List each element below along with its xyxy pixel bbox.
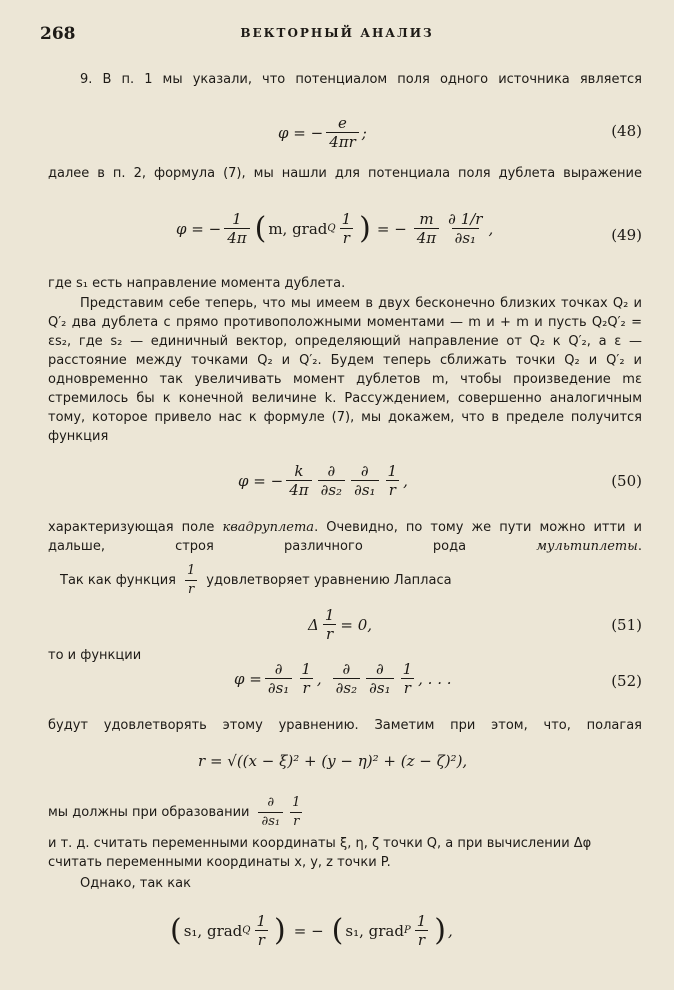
paragraph-8: будут удовлетворять этому уравнению. Заметим при этом, что, полагая bbox=[48, 718, 642, 733]
inline-derivative: $\frac{\partial}{\text{∂s₁}}$ $\frac{1}{r}$ bbox=[255, 794, 306, 831]
equation-number: (51) bbox=[611, 616, 642, 634]
paragraph-1: 9. В п. 1 мы указали, что потенциалом поля одного источника является bbox=[80, 72, 642, 87]
page-number: 268 bbox=[40, 24, 76, 44]
paragraph-5: характеризующая поле квадруплета. Очевидно, по тому же пути можно итти и дальше, строя различного рода мультиплеты. bbox=[48, 520, 643, 554]
fraction: $\frac{e}{4\pi r}$ bbox=[326, 114, 359, 151]
equation-number: (52) bbox=[611, 672, 642, 690]
equation-52: φ = $\frac{\partial}{\text{∂s₁}}$ $\frac{1}{r}$ , $\frac{\partial}{\text{∂s₂}}$ $\frac{\partial}{\text{∂s₁}}$ $\frac{1}{r}$ , . . . (52) bbox=[234, 660, 642, 697]
running-title: ВЕКТОРНЫЙ АНАЛИЗ bbox=[240, 26, 434, 40]
equation-number: (48) bbox=[611, 122, 642, 140]
equation-51: Δ $\frac{1}{r}$ = 0, (51) bbox=[308, 606, 642, 643]
equation-last: ( s₁, grad Q $\frac{1}{r}$ ) = − ( s₁, grad P $\frac{1}{r}$ ) , bbox=[170, 912, 453, 949]
paragraph-6: Так как функция $\frac{1}{r}$ удовлетворяет уравнению Лапласа bbox=[60, 563, 452, 597]
paragraph-10: Однако, так как bbox=[80, 876, 191, 891]
equation-r: r = √((x − ξ)² + (y − η)² + (z − ζ)²), bbox=[198, 752, 468, 770]
paragraph-3: где s₁ есть направление момента дублета. bbox=[48, 276, 346, 291]
equation-number: (50) bbox=[611, 472, 642, 490]
equation-number: (49) bbox=[611, 226, 642, 244]
equation-48: φ = − $\frac{e}{4\pi r}$ ; (48) bbox=[278, 114, 642, 151]
equation-49: φ = − $\frac{1}{4\pi}$ ( m, grad Q $\frac{1}{r}$ ) = − $\frac{m}{4\pi}$ $\frac{\partial 1/r}{\text{∂s₁}}$ , (49) bbox=[176, 210, 642, 247]
paragraph-7: то и функции bbox=[48, 648, 142, 663]
equation-50: φ = − $\frac{k}{4\pi}$ $\frac{\partial}{\text{∂s₂}}$ $\frac{\partial}{\text{∂s₁}}$ $\frac{1}{r}$ , (50) bbox=[238, 462, 642, 499]
paragraph-9b: и т. д. считать переменными координаты ξ, η, ζ точки Q, а при вычислении Δφ считать переменными координаты x, y, z точки P. bbox=[48, 836, 592, 870]
inline-fraction: $\frac{1}{r}$ bbox=[186, 563, 196, 597]
paragraph-2: далее в п. 2, формула (7), мы нашли для потенциала поля дублета выражение bbox=[48, 166, 642, 181]
page-header bbox=[40, 24, 634, 48]
paragraph-4: Представим себе теперь, что мы имеем в двух бесконечно близких точках Q₂ и Q′₂ два дублета с прямо противоположными моментами — m и + m и пусть Q₂Q′₂ = εs₂, где s₂ — единичный вектор, определяющий направление от Q₂ к Q′₂, а ε — расстояние между точками Q₂ и Q′₂. Будем теперь сближать точки Q₂ и Q′₂ и одновременно так увеличивать момент дублетов m, чтобы произведение mε стремилось бы к конечной величине k. Рассуждением, совершенно аналогичным тому, которое привело нас к формуле (7), мы докажем, что в пределе получится функция bbox=[48, 296, 642, 444]
paragraph-9a: мы должны при образовании $\frac{\partial}{\text{∂s₁}}$ $\frac{1}{r}$ bbox=[48, 794, 642, 831]
